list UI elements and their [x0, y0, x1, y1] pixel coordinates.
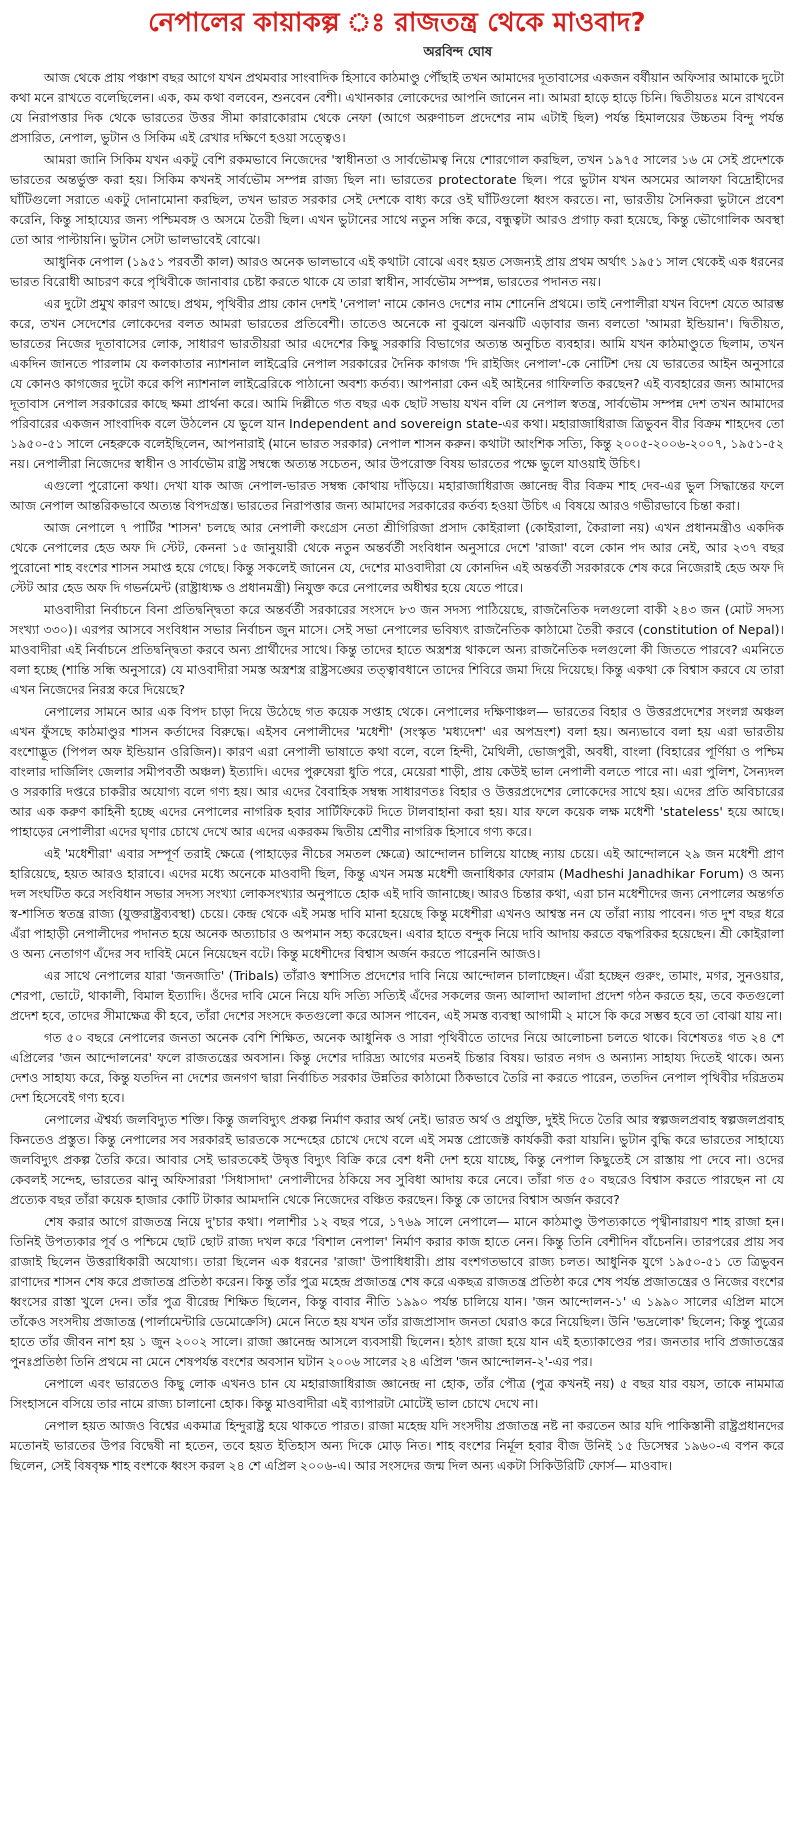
paragraph: এর সাথে নেপালের যারা 'জনজাতি' (Tribals) তাঁরাও স্বশাসিত প্রদেশের দাবি নিয়ে আন্দোলন চালাচ্ছেন। এঁরা হচ্ছেন গুরুং, তামাং, মগর, সুনওয়ার, শেরপা, ভোটে, থাকালী, বিমাল ইত্যাদি। ওঁদের দাবি মেনে নিয়ে যদি সত্যি সত্যিই এঁদের সকলের জন্য আলাদা আলাদা প্রদেশ গঠন করতে হয়, তবে কতগুলো প্রদেশ হবে, তাদের সীমাক্ষেত্র কী হবে, তাঁরা দেশের সংসদে কতগুলো করে আসন পাবেন, এই সমস্ত ব্যবস্থা আগামী ২ মাসে কি করে সম্ভব হবে তা বোঝা যায় না। [10, 968, 784, 1023]
article-body [10, 68, 784, 1476]
paragraph: আধুনিক নেপাল (১৯৫১ পরবর্তী কাল) আরও অনেক ভালভাবে এই কথাটা বোঝে এবং হয়ত সেজন্যই প্রায় প্রথম অর্থাৎ ১৯৫১ সাল থেকেই এক ধরনের ভারত বিরোধী আচরণ করে পৃথিবীকে জানাবার চেষ্টা করতে থাকে যে তারা স্বাধীন, সার্বভৌম সম্পন্ন, ভারতের পদানত নয়। [10, 254, 784, 289]
paragraph: এই 'মধেশীরা' এবার সম্পূর্ণ তরাই ক্ষেত্রে (পাহাড়ের নীচের সমতল ক্ষেত্রে) আন্দোলন চালিয়ে যাচ্ছে ন্যায় চেয়ে। এই আন্দোলনে ২৯ জন মধেশী প্রাণ হারিয়েছে, হয়ত আরও হারাবে। এদের মধ্যে অনেকে মাওবাদী ছিল, কিন্তু এখন সমস্ত মধেশী জনাধিকার ফোরাম (Madheshi Janadhikar Forum) ও অন্য দল সংঘটিত করে সংবিধান সভার সদস্য সংখ্যা লোকসংখ্যার অনুপাতে হোক এই দাবি জানাচ্ছে। আরও চিন্তার কথা, এরা চান মধেশীদের জন্য নেপালের অন্তর্গত স্ব-শাসিত স্বতন্ত্র রাজ্য (যুক্তরাষ্ট্রব্যবস্থা) চেয়ে। কেন্দ্র থেকে এই সমস্ত দাবি মানা হয়েছে কিন্তু মধেশীরা এখনও আশ্বস্ত নন যে তাঁরা ন্যায় পাবেন। গত দুশ বছর ধরে এঁরা পাহাড়ী নেপালীদের পদানত হয়ে অনেক অত্যাচার ও অপমান সহ্য করেছেন। এবার হাতে বন্দুক নিয়ে দাবি আদায় করতে বদ্ধপরিকর হয়েছেন। শ্রী কোইরালা ও অন্য নেতাগণ এঁদের সব দাবিই মেনে নিয়েছেন বটে। কিন্তু মধেশীদের বিশ্বাস অর্জন করতে পারেননি আজও। [10, 846, 784, 961]
paragraph: এর দুটো প্রমুখ কারণ আছে। প্রথম, পৃথিবীর প্রায় কোন দেশই 'নেপাল' নামে কোনও দেশের নাম শোনেনি প্রথমে। তাই নেপালীরা যখন বিদেশ যেতে আরম্ভ করে, তখন সেদেশের লোকেদের বলত আমরা ভারতের প্রতিবেশী। তাতেও অনেকে না বুঝলে ঝনঝটি এড়াবার জন্য বলতো 'আমরা ইন্ডিয়ান'। দ্বিতীয়ত, ভারতের নিজের দূতাবাসের লোক, সাধারণ ভারতীয়রা আর এদেশের কিছু সরকারি বিভাগের অত্যন্ত অনুচিত ব্যবহার। আমি যখন কাঠমাণ্ডুতে ছিলাম, তখন একদিন জানতে পারলাম যে কলকাতার ন্যাশনাল লাইব্রেরি নেপাল সরকারের দৈনিক কাগজ 'দি রাইজিং নেপাল'-কে নোটিশ দেয় যে ভারতের আইন অনুসারে যে কোনও কাগজের দুটো করে কপি ন্যাশনাল লাইব্রেরিকে পাঠানো অবশ্য কর্তব্য। আপনারা কেন এই আইনের গাফিলতি করছেন? এই ব্যবহারের জন্য আমাদের দূতাবাস নেপাল সরকারের কাছে ক্ষমা প্রার্থনা করে। আমি দিল্লীতে গত বছর এক ছোট সভায় যখন বলি যে নেপাল স্বতন্ত্র, সার্বভৌম সম্পন্ন দেশ তখন আমাদের পরিবারের একজন সাংবাদিক বলে উঠলেন যে ভুলে যান Independent and sovereign state-এর কথা। মহারাজাধিরাজ ত্রিভুবন বীর বিক্রম শাহদেব তো ১৯৫০-৫১ সালে নেহরুকে বলেইছিলেন, আপনারাই (মানে ভারত সরকার) নেপাল শাসন করুন। কথাটা আংশিক সত্যি, কিন্তু ২০০৫-২০০৬-২০০৭, ১৯৫১-৫২ নয়। নেপালীরা নিজেদের স্বাধীন ও সার্বভৌম রাষ্ট্র সম্বন্ধে অত্যন্ত সচেতন, আর উপরোক্ত বিষয় ভারতের পক্ষে ভুলে যাওয়াই উচিৎ। [10, 296, 784, 471]
paragraph: আজ থেকে প্রায় পঞ্চাশ বছর আগে যখন প্রথমবার সাংবাদিক হিসাবে কাঠমাণ্ডু পৌঁছাই তখন আমাদের দূতাবাসের একজন বর্ষীয়ান অফিসার আমাকে দুটো কথা মনে রাখতে বলেছিলেন। এক, কম কথা বলবেন, শুনবেন বেশী। এখানকার লোকেদের আপনি জানেন না। আমরা হাড়ে হাড়ে চিনি। দ্বিতীয়তঃ মনে রাখবেন যে নিরাপত্তার দিক থেকে ভারতের উত্তর সীমা কারাকোরাম থেকে নেফা (আগে অরুণাচল প্রদেশের নাম এটাই ছিল) পর্যন্ত হিমালয়ের উচ্চতম বিন্দু পর্যন্ত প্রসারিত, নেপাল, ভুটান ও সিকিম এই রেখার দক্ষিণে হওয়া সত্ত্বেও। [10, 70, 784, 145]
paragraph: নেপাল হয়ত আজও বিশ্বের একমাত্র হিন্দুরাষ্ট্র হয়ে থাকতে পারত। রাজা মহেন্দ্র যদি সংসদীয় প্রজাতন্ত্র নষ্ট না করতেন আর যদি পাকিস্তানী রাষ্ট্রপ্রধানদের মতোনই ভারতের উপর বিদ্বেষী না হতেন, তবে হয়ত ইতিহাস অন্য দিকে মোড় নিত। শাহ বংশের নির্মূল হবার বীজ উনিই ১৫ ডিসেম্বর ১৯৬০-এ বপন করে ছিলেন, সেই বিষবৃক্ষ শাহ বংশকে ধ্বংস করল ২৪ শে এপ্রিল ২০০৬-এ। আর সংসদের জন্ম দিল অন্য একটা সিকিউরিটি ফোর্স— মাওবাদ। [10, 1418, 784, 1473]
paragraph: আমরা জানি সিকিম যখন একটু বেশি রকমভাবে নিজেদের 'স্বাধীনতা ও সার্বভৌমত্ব নিয়ে শোরগোল করছিল, তখন ১৯৭৫ সালের ১৬ মে সেই প্রদেশকে ভারতের অন্তর্ভুক্ত করা হয়। সিকিম কখনই সার্বভৌম সম্পন্ন রাজ্য ছিল না। ভারতের protectorate ছিল। পরে ভুটান যখন অসমের আলফা বিদ্রোহীদের ঘাঁটিগুলো সরাতে একটু দোনামোনা করছিল, তখন ভারত সরকার সেই দেশকে বাধ্য করে ওই ঘাঁটিগুলো ধ্বংস করতে। না, ভারতীয় সৈনিকরা ভুটানে প্রবেশ করেনি, কিন্তু সাহায্যের জন্য পশ্চিমবঙ্গ ও অসমে তৈরী ছিল। এখন ভুটানের সাথে নতুন সন্ধি করে, বন্ধুত্বটা আরও প্রগাঢ় করা হয়েছে, কিন্তু ভৌগোলিক অবস্থা তো আর পাল্টায়নি। ভুটান সেটা ভালভাবেই বোঝে। [10, 152, 784, 247]
paragraph: নেপালে এবং ভারতেও কিছু লোক এখনও চান যে মহারাজাধিরাজ জ্ঞানেন্দ্র না হোক, তাঁর পৌত্র (পুত্র কখনই নয়) ৫ বছর যার বয়স, তাকে নামমাত্র সিংহাসনে বসিয়ে তার নামে রাজ্য চালানো হোক। কিন্তু মাওবাদীরা এই ব্যাপারটা মোটেই ভাল চোখে দেখে না। [10, 1376, 784, 1411]
paragraph: নেপালের ঐশ্বর্য্য জলবিদ্যুত শক্তি। কিন্তু জলবিদ্যুৎ প্রকল্প নির্মাণ করার অর্থ নেই। ভারত অর্থ ও প্রযুক্তি, দুইই দিতে তৈরি আর স্বল্পজলপ্রবাহ স্বল্পজলপ্রবাহ কিনতেও প্রস্তুত। কিন্তু নেপালের সব সরকারই ভারতকে সন্দেহের চোখে দেখে বলে এই সমস্ত প্রোজেক্ট কার্যকরী করা যায়নি। ভুটান বুদ্ধি করে ভারতের সাহায্যে জলবিদ্যুৎ প্রকল্প তৈরি করে। আবার সেই ভারতকেই উদ্বৃত্ত বিদ্যুৎ বিক্রি করে বেশ ধনী দেশ হয়ে যাচ্ছে, কিন্তু নেপাল কিছুতেই সে রাস্তায় পা দেবে না। ওদের কেবলই সন্দেহ, ভারতের ঝানু অফিসাররা 'সিধাসাদা' নেপালীদের ঠকিয়ে সব সুবিধা আদায় করে নেবে। তাঁরা গত ৫০ বছরেও বিশ্বাস করতে পারছেন না যে প্রত্যেক বছর তাঁরা কয়েক হাজার কোটি টাকার আমদানি থেকে নিজেদের বঞ্চিত করছেন। কিন্তু কে তাদের বিশ্বাস অর্জন করবে? [10, 1112, 784, 1207]
article-author: অরবিন্দ ঘোষ [423, 45, 492, 60]
paragraph: আজ নেপালে ৭ পার্টির 'শাসন' চলছে আর নেপালী কংগ্রেস নেতা শ্রীগিরিজা প্রসাদ কোইরালা (কোইরালা, কৈরালা নয়) এখন প্রধানমন্ত্রীও একদিক থেকে নেপালের হেড অফ দি স্টেট, কেননা ১৫ জানুয়ারী থেকে নতুন অন্তর্বর্তী সংবিধান অনুসারে দেশে 'রাজা' বলে কোন পদ আর নেই, আর ২৩৭ বছর পুরোনো শাহ বংশের শাসন সমাপ্ত হয়ে গেছে। কিন্তু সকলেই জানেন যে, দেশের মাওবাদীরা যে কোনদিন এই অন্তর্বর্তী সরকারকে শেষ করে নিজেরাই হেড অফ দি স্টেট আর হেড অফ দি গভর্নমেন্ট (রাষ্ট্রাধ্যক্ষ ও প্রধানমন্ত্রী) নিযুক্ত করে নেপালের অধীশ্বর হয়ে যেতে পারে। [10, 520, 784, 595]
paragraph: গত ৫০ বছরে নেপালের জনতা অনেক বেশি শিক্ষিত, অনেক আধুনিক ও সারা পৃথিবীতে তাদের নিয়ে আলোচনা চলতে থাকে। বিশেষতঃ গত ২৪ শে এপ্রিলের 'জন আন্দোলনের' ফলে রাজতন্ত্রের অবসান। কিন্তু দেশের দারিদ্র্য আগের মতনই চিন্তার বিষয়। ভারত নগদ ও অন্যান্য সাহায্য দিতেই থাকে। অন্য দেশও সাহায্য করে, কিন্তু যতদিন না দেশের জনগণ দ্বারা নির্বাচিত সরকার উন্নতির কাঠামো ঠিকভাবে তৈরি না করতে পারেন, ততদিন নেপাল পৃথিবীর দরিদ্রতম দেশ হিসেবেই গণ্য হবে। [10, 1030, 784, 1105]
article-title: নেপালের কায়াকল্প ঃ রাজতন্ত্র থেকে মাওবাদ? [148, 8, 646, 38]
paragraph: এগুলো পুরোনো কথা। দেখা যাক আজ নেপাল-ভারত সম্বন্ধ কোথায় দাঁড়িয়ে। মহারাজাধিরাজ জ্ঞানেন্দ্র বীর বিক্রম শাহ দেব-এর ভুল সিদ্ধান্তের ফলে আজ নেপাল আন্তরিকভাবে অত্যন্ত বিপদগ্রস্ত। ভারতের নিরাপত্তার জন্য আমাদের সরকারের কর্তব্য হওয়া উচিৎ এ বিষয়ে আরও গভীরভাবে চিন্তা করা। [10, 478, 784, 513]
paragraph: শেষ করার আগে রাজতন্ত্র নিয়ে দু'চার কথা। পলাশীর ১২ বছর পরে, ১৭৬৯ সালে নেপালে— মানে কাঠমাণ্ডু উপত্যকাতে পৃথ্বীনারায়ণ শাহ রাজা হন। তিনিই উপত্যকার পূর্ব ও পশ্চিমে ছোট ছোট রাজ্য দখল করে 'বিশাল নেপাল' নির্মাণ করার কাজ হাতে নেন। কিন্তু তিনি বেশীদিন বাঁচেননি। তারপরের প্রায় সব রাজাই ছিলেন উত্তরাধিকারী অযোগ্য। তারা ছিলেন এক ধরনের 'রাজা' উপাধিধারী। প্রায় বংশগতভাবে রাজ্য চলত। আধুনিক যুগে ১৯৫০-৫১ তে ত্রিভুবন রাণাদের শাসন শেষ করে প্রজাতন্ত্র প্রতিষ্ঠা করেন। কিন্তু তাঁর পুত্র মহেন্দ্র প্রজাতন্ত্র শেষ করে একছত্র রাজতন্ত্র প্রতিষ্ঠা করে শেষ পর্যন্ত প্রজাতন্ত্রের ও নিজের বংশের ধ্বংসের রাস্তা খুলে দেন। তাঁর পুত্র বীরেন্দ্র শিক্ষিত ছিলেন, কিন্তু বাবার নীতি ১৯৯০ পর্যন্ত চালিয়ে যান। 'জন আন্দোলন-১' এ ১৯৯০ সালের এপ্রিল মাসে তাঁকেও সংসদীয় প্রজাতন্ত্র (পার্লামেন্টারি ডেমোক্রেসি) মেনে নিতে হয় যখন তাঁর রাজপ্রাসাদ জনতা ঘেরাও করে নিয়েছিল। উনি 'ভদ্রলোক' ছিলেন; কিন্তু পুত্রের হাতে তাঁর জীবন নাশ হয় ১ জুন ২০০২ সালে। রাজা জ্ঞানেন্দ্র আসলে ব্যবসায়ী ছিলেন। হঠাৎ রাজা হয়ে যান এই হত্যাকাণ্ডের পর। জনতার দাবি প্রজাতন্ত্রের পুনঃপ্রতিষ্ঠা তিনি প্রথমে না মেনে শেষপর্যন্ত বংশের অবসান ঘটান ২০০৬ সালের ২৪ এপ্রিল 'জন আন্দোলন-২'-এর পর। [10, 1214, 784, 1369]
paragraph: নেপালের সামনে আর এক বিপদ চাড়া দিয়ে উঠেছে গত কয়েক সপ্তাহ থেকে। নেপালের দক্ষিণাঞ্চল— ভারতের বিহার ও উত্তরপ্রদেশের সংলগ্ন অঞ্চল এখন ফুঁসছে কাঠমাণ্ডুর শাসন কর্তাদের বিরুদ্ধে। এইসব নেপালীদের 'মধেশী' (সংস্কৃত 'মধ্যদেশ' এর অপভ্রংশ) বলা হয়। অন্যভাবে বলা হয় এরা ভারতীয় বংশোদ্ভূত (পিপল অফ ইন্ডিয়ান ওরিজিন)। কারণ এরা নেপালী ভাষাতে কথা বলে, বলে হিন্দী, মৈথিলী, ভোজপুরী, অবধী, বাংলা (বিহারের পূর্ণিয়া ও পশ্চিম বাংলার দার্জিলিং জেলার সমীপবর্তী অঞ্চল) ইত্যাদি। এদের পুরুষেরা ধুতি পরে, মেয়েরা শাড়ী, প্রায় কেউই ভাল নেপালী বলতে পারে না। এরা পুলিশ, সৈন্যদল ও সরকারি দপ্তরে চাকরীর অযোগ্য বলে গণ্য হয়। আর এদের বৈবাহিক সম্বন্ধ সাধারণতঃ বিহার ও উত্তরপ্রদেশের লোকেদের সাথে হয়। এদের প্রতি অবিচারের আর এক করুণ কাহিনী হচ্ছে এদের নেপালের নাগরিক হবার সার্টিফিকেট দিতে টালবাহানা করা হয়। যার ফলে কয়েক লক্ষ মধেশী 'stateless' হয়ে আছে। পাহাড়ের নেপালীরা এদের ঘৃণার চোখে দেখে আর এদের একরকম দ্বিতীয় শ্রেণীর নাগরিক হিসাবে গণ্য করে। [10, 704, 784, 839]
paragraph: মাওবাদীরা নির্বাচনে বিনা প্রতিদ্বন্দ্বিতা করে অন্তর্বর্তী সরকারের সংসদে ৮৩ জন সদস্য পাঠিয়েছে, রাজনৈতিক দলগুলো বাকী ২৪৩ জন (মোট সদস্য সংখ্যা ৩৩০)। এরপর আসবে সংবিধান সভার নির্বাচন জুন মাসে। সেই সভা নেপালের ভবিষ্যৎ রাজনৈতিক কাঠামো তৈরী করবে (constitution of Nepal)। মাওবাদীরা এই নির্বাচনে প্রতিদ্বন্দ্বিতা করবে অন্য প্রার্থীদের সাথে। কিন্তু তাদের হাতে অস্ত্রশস্ত্র থাকলে অন্য রাজনৈতিক দলগুলো কী জিততে পারবে? এমনিতে বলা হচ্ছে (শান্তি সন্ধি অনুসারে) যে মাওবাদীরা সমস্ত অস্ত্রশস্ত্র রাষ্ট্রসঙ্ঘের তত্ত্বাবধানে তাদের শিবিরে জমা দিয়ে দিয়েছে। কিন্তু একথা কে বিশ্বাস করবে যে তারা এখন নিজেদের নিরস্ত্র করে দিয়েছে? [10, 602, 784, 697]
